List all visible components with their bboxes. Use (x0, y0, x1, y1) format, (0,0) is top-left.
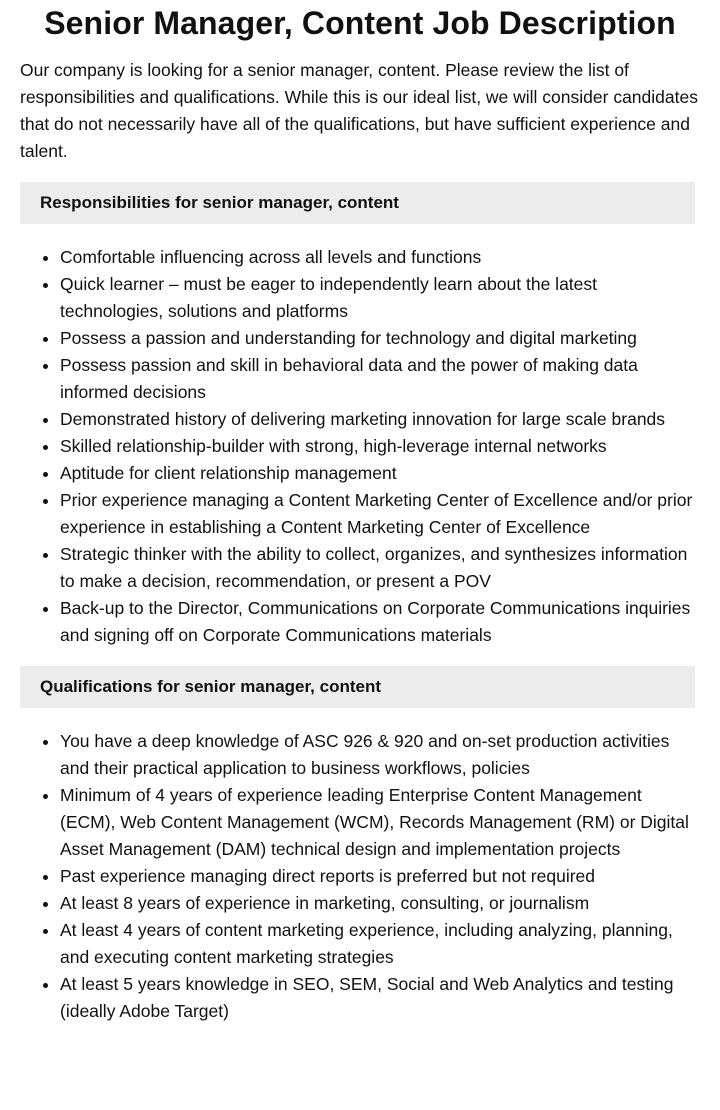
list-item: • Past experience managing direct reports is preferred but not required (60, 863, 700, 890)
list-item: • Possess passion and skill in behavioral data and the power of making data informed decisions (60, 352, 700, 406)
list-item: • Comfortable influencing across all levels and functions (60, 244, 700, 271)
list-item: • Demonstrated history of delivering marketing innovation for large scale brands (60, 406, 700, 433)
list-item: • You have a deep knowledge of ASC 926 & 920 and on-set production activities and their practical application to business workflows, policies (60, 728, 700, 782)
qualifications-list (20, 728, 700, 1025)
list-item: • Possess a passion and understanding for technology and digital marketing (60, 325, 700, 352)
list-item: • At least 4 years of content marketing experience, including analyzing, planning, and executing content marketing strategies (60, 917, 700, 971)
qualifications-heading: Qualifications for senior manager, content (20, 666, 695, 708)
intro-paragraph: Our company is looking for a senior manager, content. Please review the list of responsibilities and qualifications. While this is our ideal list, we will consider candidates that do not necessarily have all of the qualifications, but have sufficient experience and talent. (20, 60, 698, 161)
list-item: • Prior experience managing a Content Marketing Center of Excellence and/or prior experience in establishing a Content Marketing Center of Excellence (60, 487, 700, 541)
list-item: • Minimum of 4 years of experience leading Enterprise Content Management (ECM), Web Content Management (WCM), Records Management (RM) or Digital Asset Management (DAM) technical design and implementation projects (60, 782, 700, 863)
list-item: • Aptitude for client relationship management (60, 460, 700, 487)
list-item: • Strategic thinker with the ability to collect, organizes, and synthesizes information to make a decision, recommendation, or present a POV (60, 541, 700, 595)
responsibilities-heading: Responsibilities for senior manager, content (20, 182, 695, 224)
page-title: Senior Manager, Content Job Description (44, 5, 676, 41)
list-item: • At least 8 years of experience in marketing, consulting, or journalism (60, 890, 700, 917)
responsibilities-list (20, 244, 700, 649)
list-item: • At least 5 years knowledge in SEO, SEM, Social and Web Analytics and testing (ideally Adobe Target) (60, 971, 700, 1025)
list-item: • Back-up to the Director, Communications on Corporate Communications inquiries and signing off on Corporate Communications materials (60, 595, 700, 649)
list-item: • Skilled relationship-builder with strong, high-leverage internal networks (60, 433, 700, 460)
list-item: • Quick learner – must be eager to independently learn about the latest technologies, solutions and platforms (60, 271, 700, 325)
